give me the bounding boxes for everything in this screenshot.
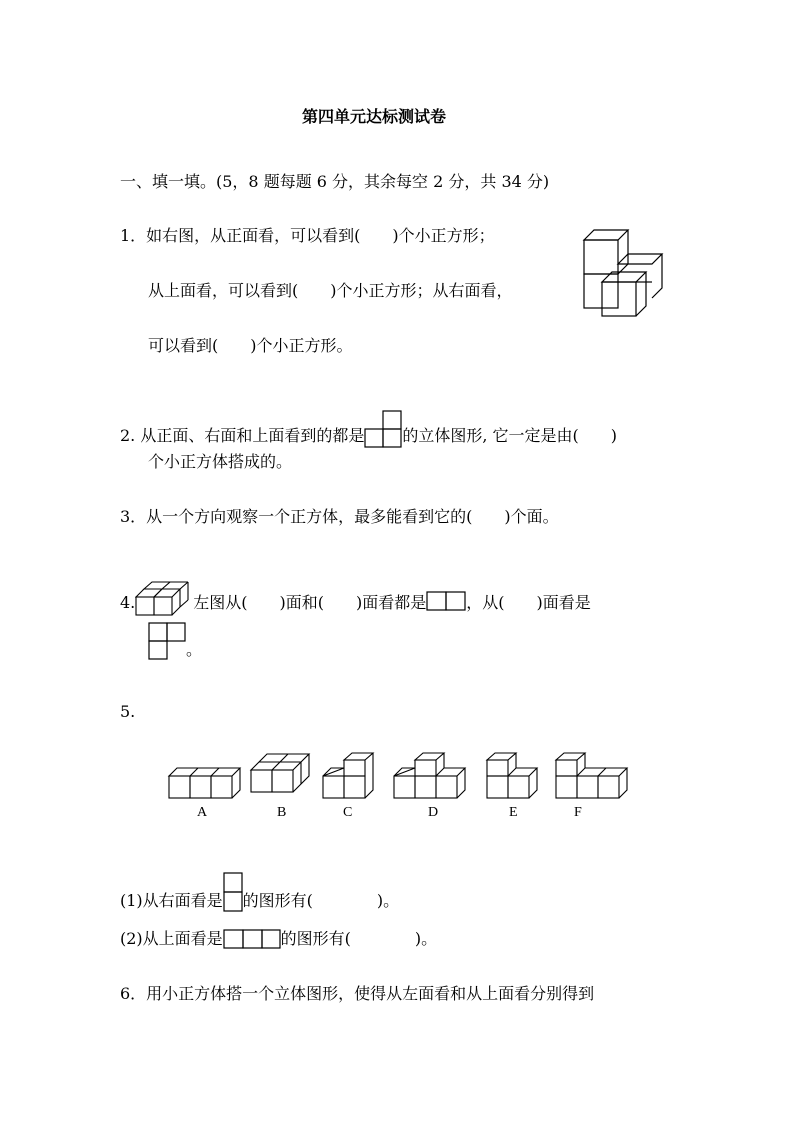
q2-shape-icon <box>364 410 402 448</box>
q6-line1: 6．用小正方体搭一个立体图形，使得从左面看和从上面看分别得到 <box>120 984 595 1003</box>
section-heading: 一、填一填。(5，8 题每题 6 分，其余每空 2 分，共 34 分) <box>120 172 550 191</box>
q5-label-a: A <box>197 805 208 820</box>
q1-line3: 可以看到( )个小正方形。 <box>148 336 353 355</box>
q2-text-b: 的立体图形, 它一定是由( ) <box>402 426 618 445</box>
q4-num: 4. <box>120 593 136 612</box>
q4-top-shape-icon <box>148 622 186 660</box>
q5-sub2-text-b: 的图形有( )。 <box>280 929 438 948</box>
q4-end: 。 <box>186 640 203 659</box>
q1-line2: 从上面看，可以看到( )个小正方形；从右面看， <box>148 281 513 300</box>
q5-sub1-text-a: (1)从右面看是 <box>120 891 223 910</box>
q4-cube-figure <box>135 581 193 619</box>
q5-label-d: D <box>428 805 439 820</box>
q4-text-b: ，从( )面看是 <box>466 593 591 612</box>
q5-label-f: F <box>574 805 582 820</box>
q1-cube-figure <box>580 226 670 320</box>
q5-label-b: B <box>277 805 287 820</box>
q5-figure-e <box>486 752 542 800</box>
q5-label-e: E <box>509 805 518 820</box>
q5-sub2 <box>120 929 437 949</box>
q5-sub2-shape-icon <box>223 929 281 949</box>
q3-line1: 3．从一个方向观察一个正方体，最多能看到它的( )个面。 <box>120 507 559 526</box>
q5-figure-f <box>555 752 631 800</box>
q4-line2 <box>148 622 202 660</box>
q5-figure-d <box>393 752 467 800</box>
q5-sub1-text-b: 的图形有( )。 <box>242 891 400 910</box>
q5-num: 5. <box>120 702 136 721</box>
q5-sub1 <box>120 872 399 911</box>
q5-label-c: C <box>343 805 353 820</box>
q5-figure-c <box>322 752 376 800</box>
q4-front-shape-icon <box>426 591 466 611</box>
q5-figure-a <box>168 766 242 800</box>
q5-sub2-text-a: (2)从上面看是 <box>120 929 223 948</box>
q2-line1 <box>120 410 617 446</box>
page-title: 第四单元达标测试卷 <box>302 107 447 126</box>
q5-figure-b <box>250 752 312 794</box>
q2-line2: 个小正方体搭成的。 <box>148 452 293 471</box>
q5-sub1-shape-icon <box>223 872 243 912</box>
q2-text-a: 2. 从正面、右面和上面看到的都是 <box>120 426 365 445</box>
q4-text-a: 左图从( )面和( )面看都是 <box>193 593 427 612</box>
q4-line1 <box>120 581 591 613</box>
q1-line1: 1．如右图，从正面看，可以看到( )个小正方形； <box>120 226 495 245</box>
